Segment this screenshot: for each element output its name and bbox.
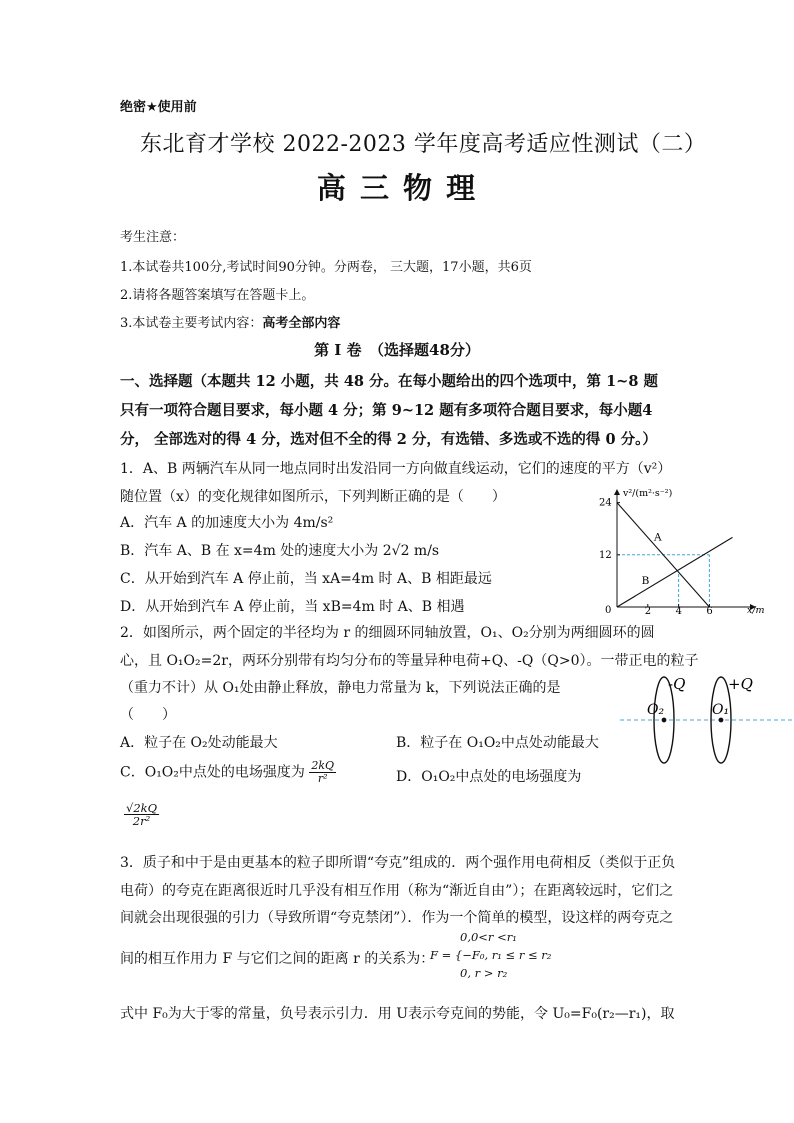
y-tick-label: 24 bbox=[599, 497, 612, 509]
note-item-2: 2.请将各题答案填写在答题卡上。 bbox=[120, 288, 315, 303]
piece-case-2: F = {−F₀, r₁ ≤ r ≤ r₂ bbox=[430, 948, 552, 962]
q3-line-1: 3．质子和中于是由更基本的粒子即所谓“夸克”组成的．两个强作用电荷相反（类似于正负 bbox=[120, 855, 676, 871]
center-o1 bbox=[719, 718, 724, 723]
fraction-denominator: r² bbox=[317, 772, 328, 785]
origin-label: 0 bbox=[605, 605, 612, 616]
q1-option-b: B．汽车 A、B 在 x=4m 处的速度大小为 2√2 m/s bbox=[120, 543, 440, 559]
x-tick-label: 2 bbox=[644, 606, 652, 617]
q2-option-c bbox=[120, 760, 336, 785]
x-tick-label: 4 bbox=[675, 606, 682, 617]
label-o1: O₁ bbox=[712, 702, 730, 718]
piece-case-3: 0, r > r₂ bbox=[460, 966, 508, 980]
fraction-denominator: 2r² bbox=[132, 814, 151, 828]
fraction bbox=[124, 802, 159, 827]
y-axis-label: v²/(m²·s⁻²) bbox=[623, 488, 673, 499]
instructions-line-3: 分， 全部选对的得 4 分，选对但不全的得 2 分，有选错、多选或不选的得 0 分。） bbox=[120, 431, 657, 448]
note-item-3 bbox=[120, 312, 340, 331]
q2-option-b: B．粒子在 O₁O₂中点处动能最大 bbox=[396, 735, 599, 751]
confidential-mark: 绝密★使用前 bbox=[120, 100, 197, 115]
label-negative-charge: -Q bbox=[668, 675, 686, 693]
q1-option-a: A．汽车 A 的加速度大小为 4m/s² bbox=[120, 515, 334, 531]
q2-stem-line-3: （重力不计）从 O₁处由静止释放，静电力常量为 k，下列说法正确的是 bbox=[120, 680, 561, 696]
x-tick-label: 6 bbox=[706, 606, 713, 617]
note-item-1: 1.本试卷共100分,考试时间90分钟。分两卷， 三大题，17小题，共6页 bbox=[120, 260, 532, 275]
q3-line-4: 间的相互作用力 F 与它们之间的距离 r 的关系为： bbox=[120, 951, 435, 967]
label-positive-charge: +Q bbox=[728, 675, 753, 693]
q1-option-d: D．从开始到汽车 A 停止前，当 xB=4m 时 A、B 相遇 bbox=[120, 599, 465, 615]
q2-option-d-fraction bbox=[124, 802, 159, 827]
note-item-3-text: 3.本试卷主要考试内容： bbox=[120, 316, 263, 331]
series-label-a: A bbox=[653, 531, 662, 544]
fraction-numerator: √2kQ bbox=[126, 801, 158, 815]
q3-line-3: 间就会出现很强的引力（导致所谓“夸克禁闭”）．作为一个简单的模型，设这样的两夸克之 bbox=[120, 910, 674, 926]
q2-stem-line-4: （ ） bbox=[120, 707, 176, 723]
q2-option-c-fraction bbox=[309, 760, 336, 785]
force-piecewise-formula bbox=[430, 930, 551, 980]
q2-option-a: A．粒子在 O₂处动能最大 bbox=[120, 735, 278, 751]
q1-stem-line-2: 随位置（x）的变化规律如图所示，下列判断正确的是（ ） bbox=[120, 489, 506, 505]
exam-title: 东北育才学校 2022-2023 学年度高考适应性测试（二） bbox=[140, 132, 707, 157]
q1-option-c: C．从开始到汽车 A 停止前，当 xA=4m 时 A、B 相距最远 bbox=[120, 571, 492, 587]
q2-stem-line-1: 2．如图所示，两个固定的半径均为 r 的细圆环同轴放置，O₁、O₂分别为两细圆环的圆 bbox=[120, 625, 655, 641]
notes-heading: 考生注意： bbox=[120, 230, 186, 245]
fraction-numerator: 2kQ bbox=[311, 759, 335, 772]
subject-title: 高 三 物 理 bbox=[316, 171, 478, 205]
q3-line-2: 电荷）的夸克在距离很近时几乎没有相互作用（称为“渐近自由”）；在距离较远时，它们之 bbox=[120, 883, 674, 899]
section-title: 第 I 卷 （选择题48分） bbox=[314, 341, 480, 359]
charged-rings-figure bbox=[620, 672, 794, 772]
series-label-b: B bbox=[641, 574, 650, 587]
series-line-a bbox=[617, 503, 709, 607]
instructions-line-1: 一、选择题（本题共 12 小题，共 48 分。在每小题给出的四个选项中，第 1~8 题 bbox=[120, 373, 658, 390]
velocity-squared-graph bbox=[595, 482, 775, 617]
q2-option-c-text: C．O₁O₂中点处的电场强度为 bbox=[120, 764, 305, 781]
series-line-b bbox=[617, 537, 733, 607]
center-o2 bbox=[662, 718, 667, 723]
note-content-scope: 高考全部内容 bbox=[262, 316, 341, 331]
instructions-line-2: 只有一项符合题目要求，每小题 4 分；第 9~12 题有多项符合题目要求，每小题4 bbox=[120, 402, 653, 419]
y-tick-label: 12 bbox=[599, 549, 612, 561]
x-axis-label: x/m bbox=[747, 605, 765, 616]
piece-case-1: 0,0<r <r₁ bbox=[460, 930, 517, 944]
q2-stem-line-2: 心，且 O₁O₂=2r，两环分别带有均匀分布的等量异种电荷+Q、-Q（Q>0）。一带正电的粒子 bbox=[120, 653, 699, 669]
label-o2: O₂ bbox=[647, 702, 665, 718]
q2-option-d: D．O₁O₂中点处的电场强度为 bbox=[396, 769, 582, 785]
q3-line-5: 式中 F₀为大于零的常量，负号表示引力．用 U表示夸克间的势能，令 U₀=F₀(r₂—r₁)，取 bbox=[120, 1006, 675, 1022]
q1-stem-line-1: 1．A、B 两辆汽车从同一地点同时出发沿同一方向做直线运动，它们的速度的平方（v²） bbox=[120, 461, 672, 477]
